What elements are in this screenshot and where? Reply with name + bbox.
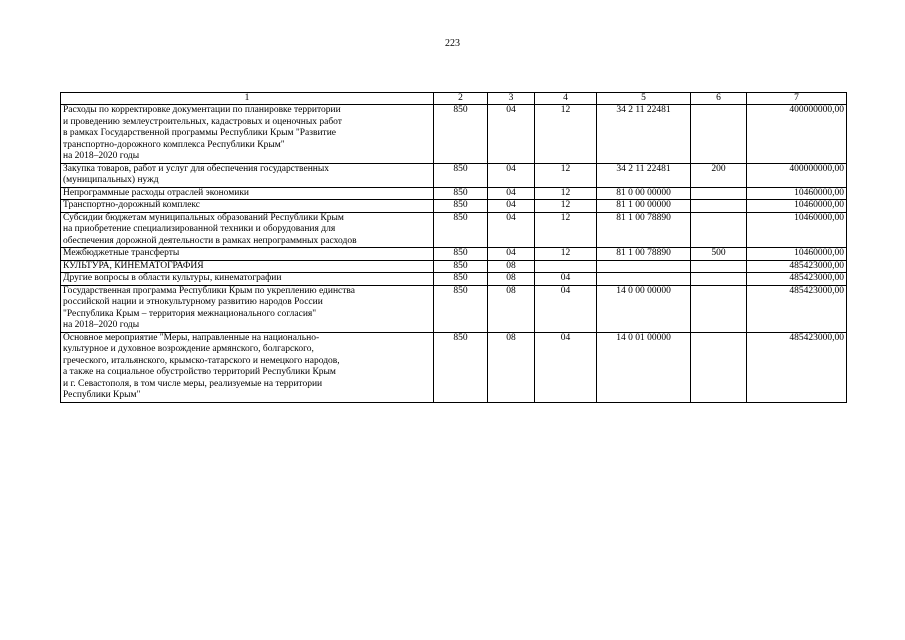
subsection-cell: 12 bbox=[535, 212, 597, 248]
expense-type-cell bbox=[691, 332, 747, 402]
row-name: Межбюджетные трансферты bbox=[61, 248, 434, 261]
expense-type-cell bbox=[691, 187, 747, 200]
column-header: 7 bbox=[747, 93, 847, 105]
table-row bbox=[61, 212, 847, 248]
column-header: 1 bbox=[61, 93, 434, 105]
target-article-cell: 14 0 00 00000 bbox=[597, 285, 691, 332]
amount-cell: 10460000,00 bbox=[747, 187, 847, 200]
column-header: 3 bbox=[488, 93, 535, 105]
budget-table bbox=[60, 92, 847, 403]
table-row bbox=[61, 163, 847, 187]
row-name: Основное мероприятие "Меры, направленные на национально- культурное и духовное возрождение армянского, болгарского, греческого, итальянского, крымско-татарского и немецкого народов, а также на социальное обустройство территорий Республики Крым и г. Севастополя, в том числе меры, реализуемые на территории Республики Крым" bbox=[61, 332, 434, 402]
subsection-cell bbox=[535, 260, 597, 273]
grbs-cell: 850 bbox=[434, 248, 488, 261]
amount-cell: 10460000,00 bbox=[747, 248, 847, 261]
subsection-cell: 04 bbox=[535, 332, 597, 402]
expense-type-cell bbox=[691, 260, 747, 273]
table-row bbox=[61, 200, 847, 213]
amount-cell: 485423000,00 bbox=[747, 332, 847, 402]
section-cell: 04 bbox=[488, 105, 535, 164]
expense-type-cell bbox=[691, 285, 747, 332]
subsection-cell: 12 bbox=[535, 200, 597, 213]
grbs-cell: 850 bbox=[434, 105, 488, 164]
table-row bbox=[61, 273, 847, 286]
target-article-cell: 81 1 00 78890 bbox=[597, 248, 691, 261]
row-name: Государственная программа Республики Крым по укреплению единства российской нации и этнокультурному развитию народов России "Республика Крым – территория межнационального согласия" на 2018–2020 годы bbox=[61, 285, 434, 332]
grbs-cell: 850 bbox=[434, 200, 488, 213]
column-header: 2 bbox=[434, 93, 488, 105]
table-row bbox=[61, 332, 847, 402]
section-cell: 08 bbox=[488, 332, 535, 402]
amount-cell: 485423000,00 bbox=[747, 273, 847, 286]
subsection-cell: 04 bbox=[535, 273, 597, 286]
column-header: 5 bbox=[597, 93, 691, 105]
column-header: 4 bbox=[535, 93, 597, 105]
target-article-cell: 81 1 00 00000 bbox=[597, 200, 691, 213]
expense-type-cell bbox=[691, 273, 747, 286]
table-header-row bbox=[61, 93, 847, 105]
grbs-cell: 850 bbox=[434, 163, 488, 187]
row-name: Другие вопросы в области культуры, кинематографии bbox=[61, 273, 434, 286]
amount-cell: 10460000,00 bbox=[747, 212, 847, 248]
subsection-cell: 04 bbox=[535, 285, 597, 332]
row-name: Непрограммные расходы отраслей экономики bbox=[61, 187, 434, 200]
amount-cell: 400000000,00 bbox=[747, 163, 847, 187]
target-article-cell bbox=[597, 273, 691, 286]
table-row bbox=[61, 187, 847, 200]
section-cell: 04 bbox=[488, 163, 535, 187]
target-article-cell bbox=[597, 260, 691, 273]
grbs-cell: 850 bbox=[434, 187, 488, 200]
grbs-cell: 850 bbox=[434, 285, 488, 332]
row-name: Транспортно-дорожный комплекс bbox=[61, 200, 434, 213]
subsection-cell: 12 bbox=[535, 248, 597, 261]
expense-type-cell bbox=[691, 212, 747, 248]
expense-type-cell bbox=[691, 105, 747, 164]
grbs-cell: 850 bbox=[434, 260, 488, 273]
section-cell: 04 bbox=[488, 212, 535, 248]
grbs-cell: 850 bbox=[434, 212, 488, 248]
amount-cell: 485423000,00 bbox=[747, 285, 847, 332]
grbs-cell: 850 bbox=[434, 332, 488, 402]
table-row bbox=[61, 105, 847, 164]
amount-cell: 400000000,00 bbox=[747, 105, 847, 164]
target-article-cell: 81 1 00 78890 bbox=[597, 212, 691, 248]
table-row bbox=[61, 248, 847, 261]
row-name: КУЛЬТУРА, КИНЕМАТОГРАФИЯ bbox=[61, 260, 434, 273]
table-row bbox=[61, 285, 847, 332]
section-cell: 04 bbox=[488, 187, 535, 200]
column-header: 6 bbox=[691, 93, 747, 105]
grbs-cell: 850 bbox=[434, 273, 488, 286]
section-cell: 08 bbox=[488, 285, 535, 332]
target-article-cell: 34 2 11 22481 bbox=[597, 163, 691, 187]
section-cell: 04 bbox=[488, 248, 535, 261]
page-number: 223 bbox=[445, 38, 460, 49]
target-article-cell: 14 0 01 00000 bbox=[597, 332, 691, 402]
expense-type-cell: 500 bbox=[691, 248, 747, 261]
amount-cell: 485423000,00 bbox=[747, 260, 847, 273]
target-article-cell: 34 2 11 22481 bbox=[597, 105, 691, 164]
subsection-cell: 12 bbox=[535, 163, 597, 187]
section-cell: 08 bbox=[488, 260, 535, 273]
expense-type-cell: 200 bbox=[691, 163, 747, 187]
section-cell: 04 bbox=[488, 200, 535, 213]
table-row bbox=[61, 260, 847, 273]
row-name: Расходы по корректировке документации по планировке территории и проведению землеустроительных, кадастровых и оценочных работ в рамках Государственной программы Республики Крым "Развитие транспортно-дорожного комплекса Республики Крым" на 2018–2020 годы bbox=[61, 105, 434, 164]
target-article-cell: 81 0 00 00000 bbox=[597, 187, 691, 200]
subsection-cell: 12 bbox=[535, 105, 597, 164]
row-name: Закупка товаров, работ и услуг для обеспечения государственных (муниципальных) нужд bbox=[61, 163, 434, 187]
subsection-cell: 12 bbox=[535, 187, 597, 200]
amount-cell: 10460000,00 bbox=[747, 200, 847, 213]
section-cell: 08 bbox=[488, 273, 535, 286]
row-name: Субсидии бюджетам муниципальных образований Республики Крым на приобретение специализированной техники и оборудования для обеспечения дорожной деятельности в рамках непрограммных расходов bbox=[61, 212, 434, 248]
expense-type-cell bbox=[691, 200, 747, 213]
